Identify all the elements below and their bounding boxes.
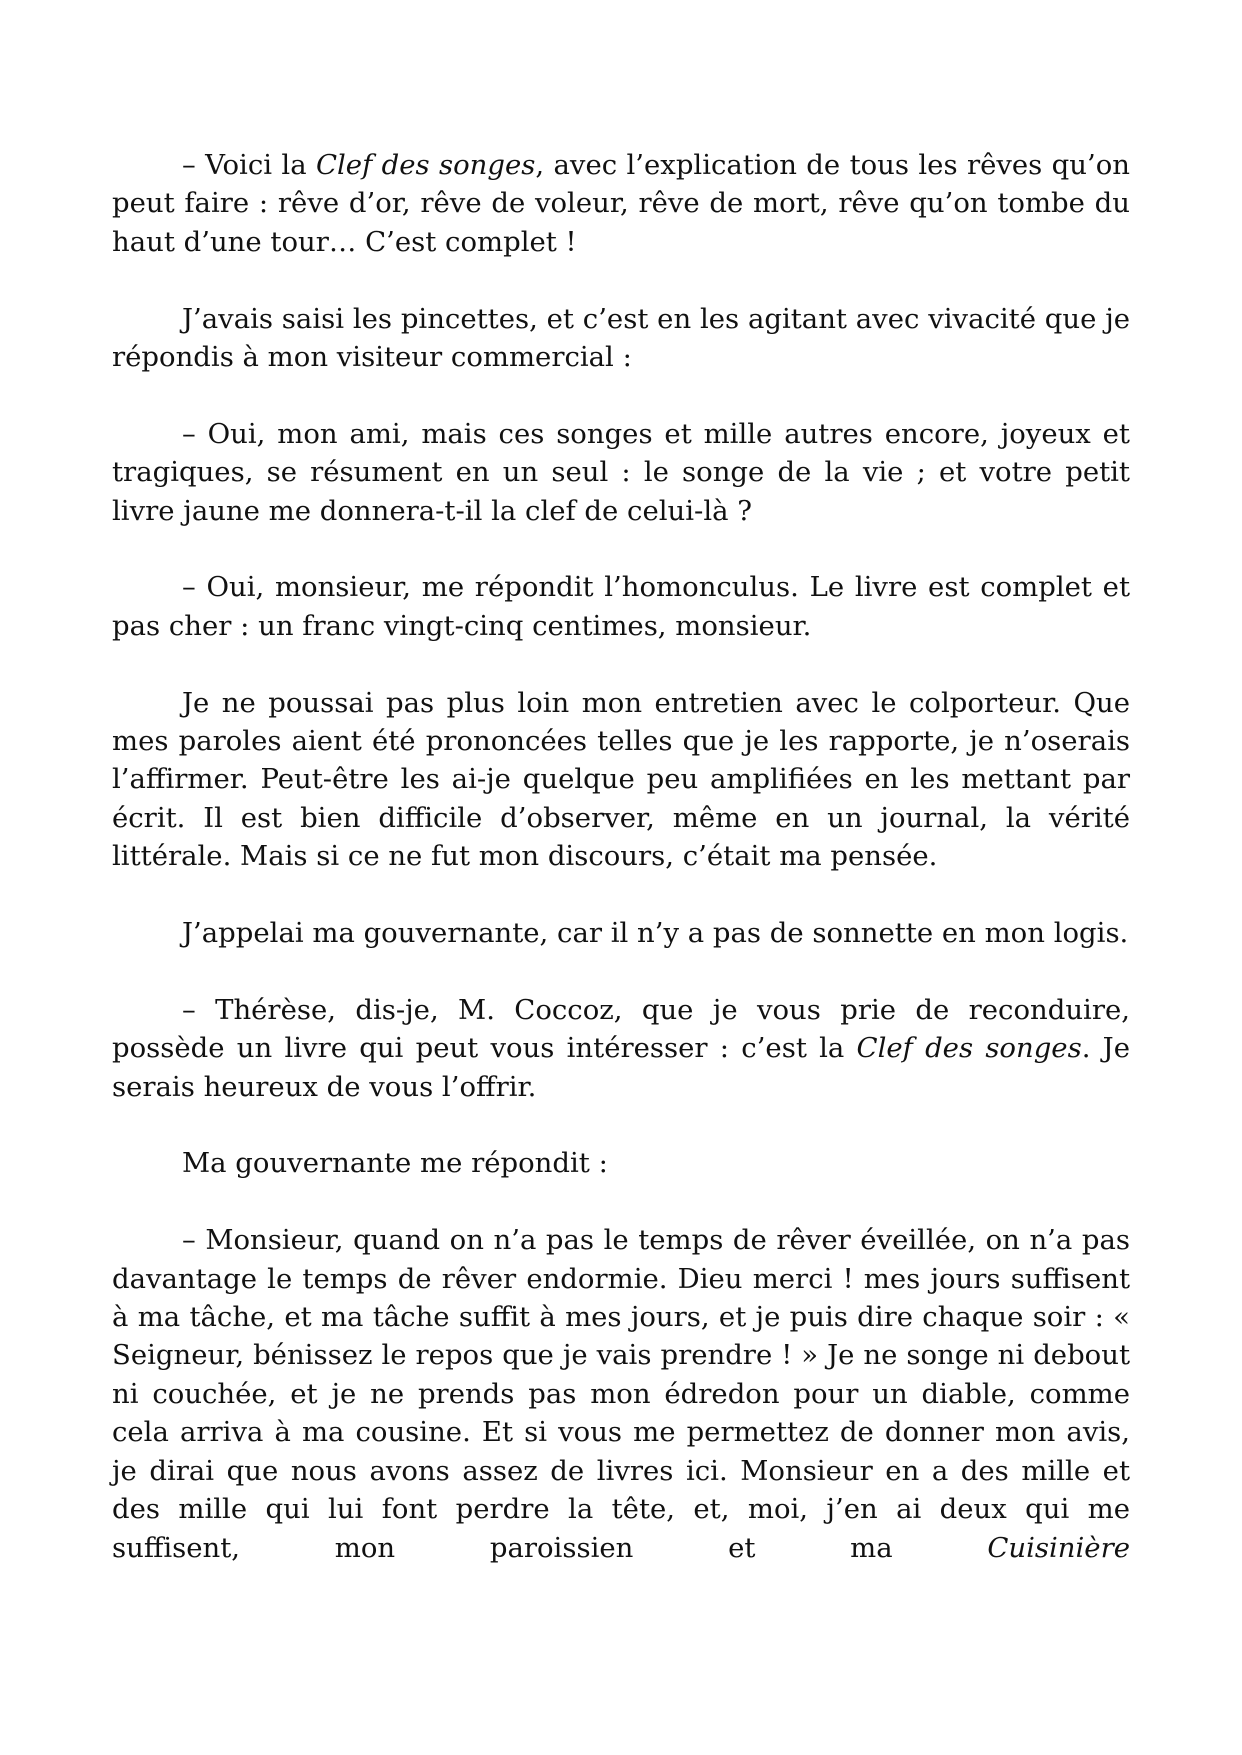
paragraph-9 — [112, 1221, 1130, 1567]
paragraph-1 — [112, 146, 1130, 261]
page-body — [112, 146, 1130, 1605]
paragraph-1-text-start: – Voici la — [182, 149, 316, 181]
paragraph-7-text-end: . Je serais heureux de vous l’offrir. — [112, 1032, 1130, 1103]
book-title-cuisiniere: Cuisinière — [987, 1531, 1130, 1564]
paragraph-9-text: – Monsieur, quand on n’a pas le temps de rêver éveillée, on n’a pas davantage le temps de rêver endormie. Dieu merci ! mes jours suffisent à ma tâche, et ma tâche suffit à mes jours, et je puis dire chaque soir : « Seigneur, bénissez le repos que je vais prendre ! » Je ne songe ni debout ni couchée, et je ne prends pas mon édredon pour un diable, comme cela arriva à ma cousine. Et si vous me permettez de donner mon avis, je dirai que nous avons assez de livres ici. Monsieur en a des mille et des mille qui lui font perdre la tête, et, moi, j’en ai deux qui me suffisent, mon paroissien et ma — [112, 1224, 1130, 1564]
paragraph-6: J’appelai ma gouvernante, car il n’y a pas de sonnette en mon logis. — [182, 917, 1129, 950]
paragraph-1-text-end: , avec l’explication de tous les rêves qu’on peut faire : rêve d’or, rêve de voleur, rêve de mort, rêve qu’on tombe du haut d’une tour… C’est complet ! — [112, 149, 1130, 258]
paragraph-5: Je ne poussai pas plus loin mon entretien avec le colporteur. Que mes paroles aient été prononcées telles que je les rapporte, je n’oserais l’affirmer. Peut-être les ai-je quelque peu amplifiées en les mettant par écrit. Il est bien difficile d’observer, même en un journal, la vérité littérale. Mais si ce ne fut mon discours, c’était ma pensée. — [112, 686, 1130, 873]
paragraph-7 — [112, 991, 1130, 1106]
paragraph-3: – Oui, mon ami, mais ces songes et mille autres encore, joyeux et tragiques, se résument en un seul : le songe de la vie ; et votre petit livre jaune me donnera-t-il la clef de celui-là ? — [112, 417, 1130, 527]
paragraph-7-text-start: – Thérèse, dis-je, M. Coccoz, que je vous prie de reconduire, possède un livre qui peut vous intéresser : c’est la — [112, 993, 1130, 1065]
book-title-clef-des-songes-2: Clef des songes — [856, 1032, 1082, 1065]
book-title-clef-des-songes: Clef des songes — [315, 149, 536, 181]
paragraph-8: Ma gouvernante me répondit : — [182, 1147, 608, 1180]
paragraph-4: – Oui, monsieur, me répondit l’homonculus. Le livre est complet et pas cher : un franc vingt-cinq centimes, monsieur. — [112, 571, 1130, 642]
paragraph-2: J’avais saisi les pincettes, et c’est en les agitant avec vivacité que je répondis à mon visiteur commercial : — [112, 302, 1130, 374]
